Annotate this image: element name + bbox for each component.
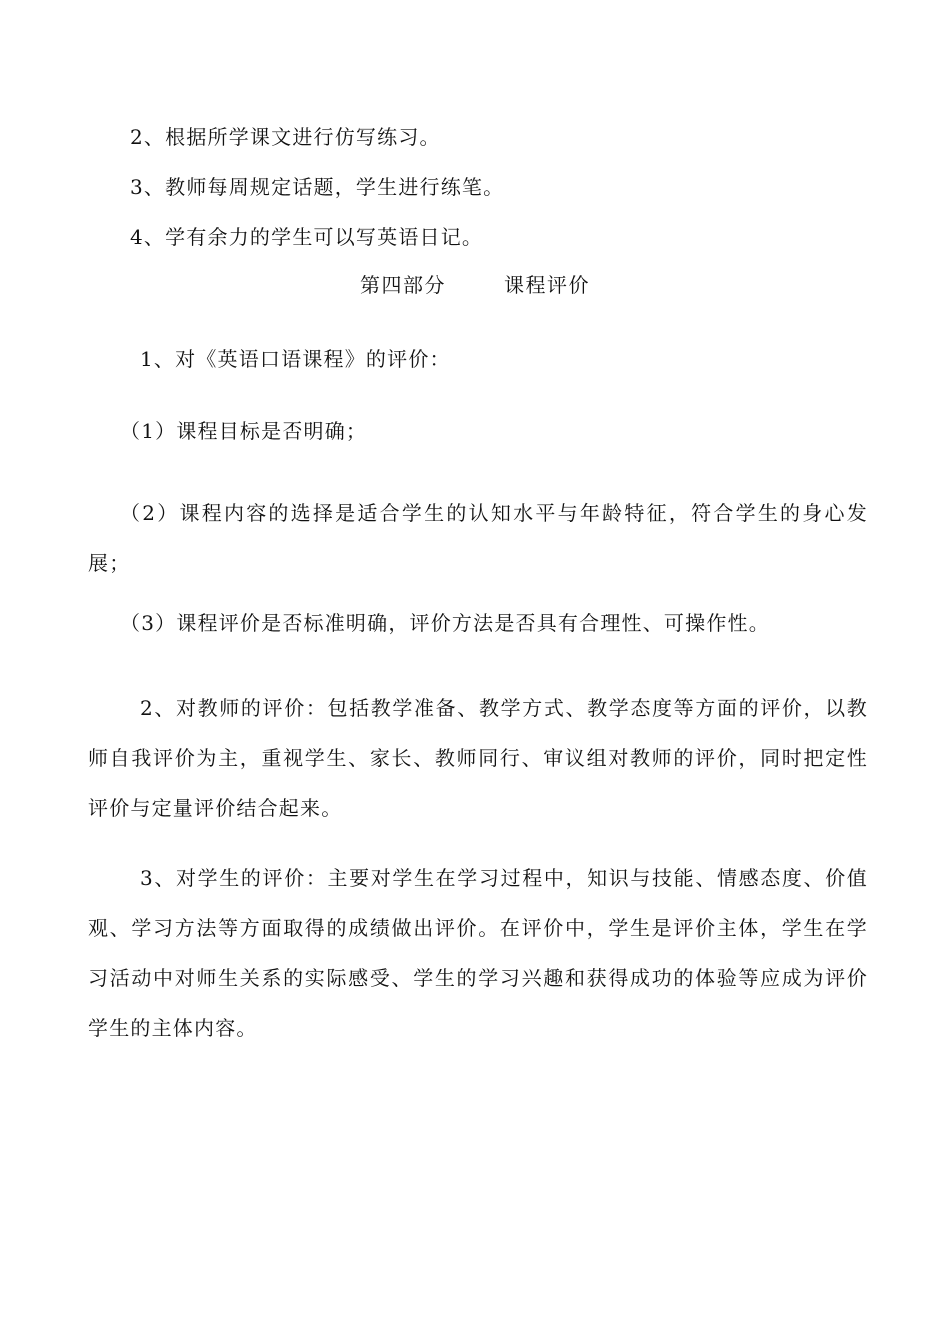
teacher-eval-paragraph: 2、对教师的评价：包括教学准备、教学方式、教学态度等方面的评价，以教师自我评价为主，重视学生、家长、教师同行、审议组对教师的评价，同时把定性评价与定量评价结合起来。 bbox=[88, 696, 868, 820]
course-eval-item-3: （3）课程评价是否标准明确，评价方法是否具有合理性、可操作性。 bbox=[120, 611, 770, 635]
student-eval-paragraph: 3、对学生的评价：主要对学生在学习过程中，知识与技能、情感态度、价值观、学习方法等方面取得的成绩做出评价。在评价中，学生是评价主体，学生在学习活动中对师生关系的实际感受、学生的学习兴趣和获得成功的体验等应成为评价学生的主体内容。 bbox=[88, 866, 868, 1040]
list-item-4: 4、学有余力的学生可以写英语日记。 bbox=[130, 225, 484, 249]
section-part-label: 第四部分 bbox=[360, 273, 446, 297]
course-eval-item-1: （1）课程目标是否明确； bbox=[120, 419, 368, 443]
list-item-3: 3、教师每周规定话题，学生进行练笔。 bbox=[130, 175, 505, 199]
course-eval-intro: 1、对《英语口语课程》的评价： bbox=[140, 347, 451, 371]
list-item-2: 2、根据所学课文进行仿写练习。 bbox=[130, 125, 441, 149]
course-eval-item-2: （2）课程内容的选择是适合学生的认知水平与年龄特征，符合学生的身心发展； bbox=[88, 501, 868, 575]
section-heading bbox=[0, 272, 950, 298]
section-title: 课程评价 bbox=[504, 273, 590, 297]
